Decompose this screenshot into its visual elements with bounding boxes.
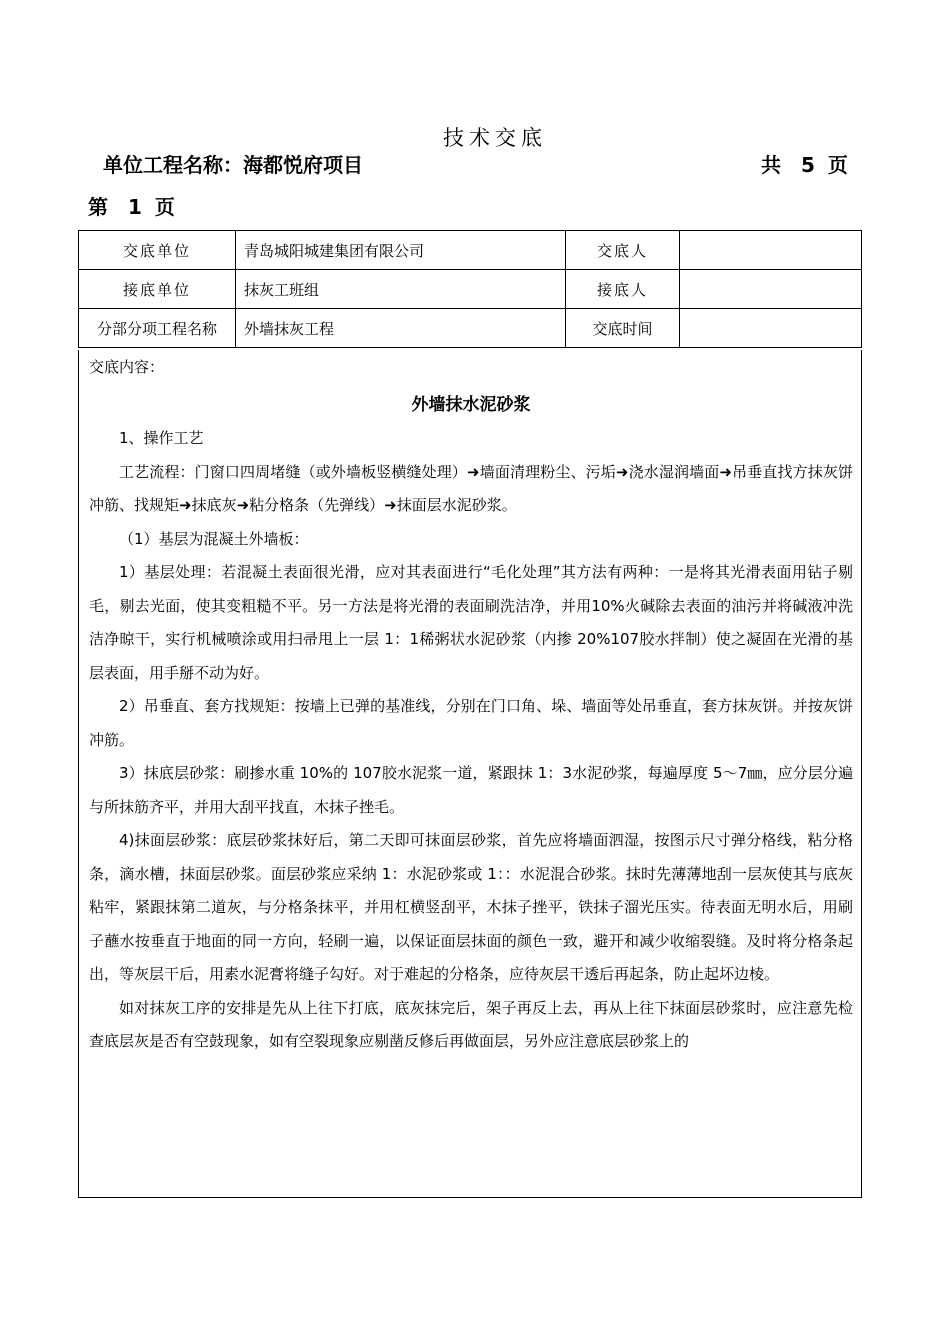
content-title: 外墙抹水泥砂浆: [411, 395, 531, 415]
handover-time-label: 交底时间: [566, 309, 680, 348]
issuer-unit-label: 交底单位: [79, 231, 236, 270]
page-number: 第 1 页: [88, 195, 175, 219]
paragraph: 1、操作工艺: [119, 429, 204, 447]
paragraph: 1）基层处理：若混凝土表面很光滑，应对其表面进行“毛化处理”其方法有两种：一是将其光滑表面用钻子剔毛，剔去光面，使其变粗糙不平。另一方法是将光滑的表面刷洗洁净，并用10%火碱除去表面的油污并将碱液冲洗洁净晾干，实行机械喷涂或用扫帚甩上一层 1：1稀粥状水泥砂浆（内掺 20%107胶水拌制）使之凝固在光滑的基层表面，用手掰不动为好。: [89, 563, 853, 682]
document-title: 技术交底: [443, 126, 547, 150]
paragraph: 3）抹底层砂浆：刷掺水重 10%的 107胶水泥浆一道，紧跟抹 1：3水泥砂浆，每遍厚度 5～7㎜，应分层分遍与所抹筋齐平，并用大刮平找直，木抹子挫毛。: [89, 764, 853, 816]
receiver-unit-value: 抹灰工班组: [236, 270, 566, 309]
handover-time-value: [680, 309, 862, 348]
total-pages: 共 5 页: [761, 153, 848, 177]
content-label: 交底内容：: [89, 358, 165, 376]
header-row-issuer: [79, 231, 862, 270]
paragraph: 2）吊垂直、套方找规矩：按墙上已弹的基准线，分别在门口角、垛、墙面等处吊垂直，套方抹灰饼。并按灰饼冲筋。: [89, 697, 853, 749]
receiver-person-value: [680, 270, 862, 309]
header-row-project: [79, 309, 862, 348]
subproject-label: 分部分项工程名称: [79, 309, 236, 348]
paragraph: （1）基层为混凝土外墙板：: [119, 529, 309, 548]
content-body: [89, 422, 853, 1059]
receiver-person-label: 接底人: [566, 270, 680, 309]
project-name: 单位工程名称：海都悦府项目: [103, 153, 363, 177]
issuer-person-label: 交底人: [566, 231, 680, 270]
paragraph: 4)抹面层砂浆：底层砂浆抹好后，第二天即可抹面层砂浆，首先应将墙面泗湿，按图示尺寸弹分格线，粘分格条，滴水槽，抹面层砂浆。面层砂浆应采纳 1：水泥砂浆或 1：：水泥混合砂浆。抹时先薄薄地刮一层灰使其与底灰粘牢，紧跟抹第二道灰，与分格条抹平，并用杠横竖刮平，木抹子挫平，铁抹子溜光压实。待表面无明水后，用刷子蘸水按垂直于地面的同一方向，轻刷一遍，以保证面层抹面的颜色一致，避开和减少收缩裂缝。及时将分格条起出，等灰层干后，用素水泥膏将缝子勾好。对于难起的分格条，应待灰层干透后再起条，防止起坏边棱。: [89, 831, 853, 983]
issuer-person-value: [680, 231, 862, 270]
content-box: [78, 350, 862, 1198]
paragraph: 工艺流程：门窗口四周堵缝（或外墙板竖横缝处理）➜墙面清理粉尘、污垢➜浇水湿润墙面➜吊垂直找方抹灰饼冲筋、找规矩➜抹底灰➜粘分格条（先弹线）➜抹面层水泥砂浆。: [89, 462, 853, 514]
receiver-unit-label: 接底单位: [79, 270, 236, 309]
paragraph: 如对抹灰工序的安排是先从上往下打底，底灰抹完后，架子再反上去，再从上往下抹面层砂浆时，应注意先检查底层灰是否有空鼓现象，如有空裂现象应剔凿反修后再做面层，另外应注意底层砂浆上的: [89, 998, 853, 1050]
issuer-unit-value: 青岛城阳城建集团有限公司: [236, 231, 566, 270]
header-row-receiver: [79, 270, 862, 309]
subproject-value: 外墙抹灰工程: [236, 309, 566, 348]
header-table: [78, 230, 862, 348]
